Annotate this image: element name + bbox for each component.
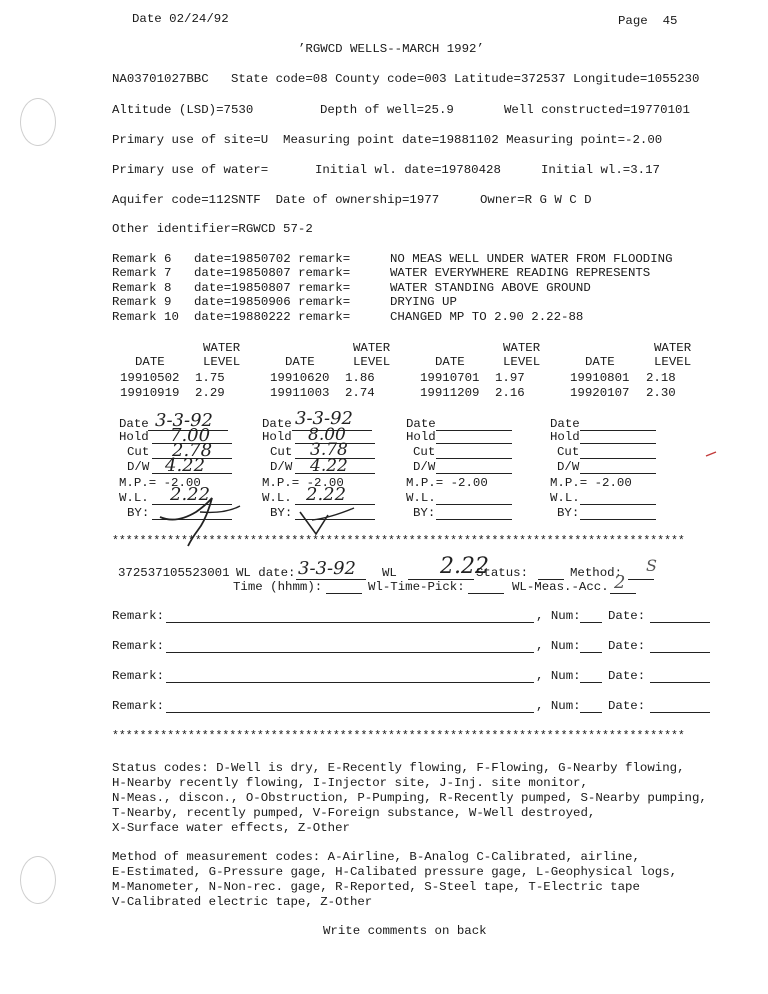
table-cell-date: 19910701 bbox=[420, 371, 480, 385]
field-label-cut: Cut bbox=[413, 445, 436, 459]
remark-label: Remark 7 bbox=[112, 266, 179, 280]
remark-input[interactable] bbox=[166, 682, 534, 683]
status-codes-line: Status codes: D-Well is dry, E-Recently flowing, F-Flowing, G-Nearby flowing, bbox=[112, 761, 685, 775]
primary-use-water: Primary use of water= bbox=[112, 163, 269, 177]
status-codes-line: H-Nearby recently flowing, I-Injector site, J-Inj. site monitor, bbox=[112, 776, 588, 790]
handwritten-wl: 2.22 bbox=[306, 484, 347, 505]
remark-date-label: Date: bbox=[608, 669, 646, 683]
col-header-level: LEVEL bbox=[503, 355, 541, 369]
handwritten-dw: 4.22 bbox=[310, 456, 348, 476]
field-label-dw: D/W bbox=[127, 460, 150, 474]
handwritten-date: 3-3-92 bbox=[295, 408, 353, 429]
table-cell-date: 19910502 bbox=[120, 371, 180, 385]
table-cell-date: 19911209 bbox=[420, 386, 480, 400]
field-label-hold: Hold bbox=[406, 430, 436, 444]
table-cell-date: 19910919 bbox=[120, 386, 180, 400]
remark-label: Remark 9 bbox=[112, 295, 179, 309]
wl-date-label: WL date: bbox=[236, 566, 296, 580]
col-header-water: WATER bbox=[654, 341, 692, 355]
table-cell-level: 2.16 bbox=[495, 386, 525, 400]
handwritten-wl-value: 2.22 bbox=[440, 554, 489, 579]
site-id-line: NA03701027BBC State code=08 County code=003 Latitude=372537 Longitude=1055230 bbox=[112, 72, 700, 86]
field-label-date: Date bbox=[550, 417, 580, 431]
status-codes-line: N-Meas., discon., O-Obstruction, P-Pumping, R-Recently pumped, S-Nearby pumping, bbox=[112, 791, 707, 805]
table-cell-level: 2.30 bbox=[646, 386, 676, 400]
field-label-by: BY: bbox=[557, 506, 580, 520]
remark-input[interactable] bbox=[166, 712, 534, 713]
primary-use-site-line: Primary use of site=U Measuring point date=19881102 Measuring point=-2.00 bbox=[112, 133, 663, 147]
wl-time-pick-label: Wl-Time-Pick: bbox=[368, 580, 465, 594]
field-label-cut: Cut bbox=[557, 445, 580, 459]
method-codes-line: M-Manometer, N-Non-rec. gage, R-Reported, S-Steel tape, T-Electric tape bbox=[112, 880, 640, 894]
method-label: Method: bbox=[570, 566, 623, 580]
col-header-water: WATER bbox=[503, 341, 541, 355]
remark-date-label: Date: bbox=[608, 699, 646, 713]
remark-form-label: Remark: bbox=[112, 669, 165, 683]
handwritten-date: 3-3-92 bbox=[155, 410, 213, 431]
remark-num-label: , Num: bbox=[536, 609, 581, 623]
remark-date: date=19850906 remark= bbox=[194, 295, 351, 309]
remark-text: NO MEAS WELL UNDER WATER FROM FLOODING bbox=[390, 252, 673, 266]
field-label-wl: W.L. bbox=[406, 491, 436, 505]
method-codes-line: V-Calibrated electric tape, Z-Other bbox=[112, 895, 373, 909]
initial-wl-date: Initial wl. date=19780428 bbox=[315, 163, 501, 177]
handwritten-cut: 3.78 bbox=[310, 440, 348, 460]
field-label-by: BY: bbox=[270, 506, 293, 520]
remark-input[interactable] bbox=[166, 622, 534, 623]
remark-date-input[interactable] bbox=[650, 652, 710, 653]
remark-num-input[interactable] bbox=[580, 652, 602, 653]
wl-label: WL bbox=[382, 566, 397, 580]
handwritten-method: S bbox=[646, 556, 657, 575]
remark-text: WATER EVERYWHERE READING REPRESENTS bbox=[390, 266, 651, 280]
table-cell-level: 1.75 bbox=[195, 371, 225, 385]
remark-text: CHANGED MP TO 2.90 2.22-88 bbox=[390, 310, 584, 324]
remark-date: date=19850702 remark= bbox=[194, 252, 351, 266]
table-cell-date: 19920107 bbox=[570, 386, 630, 400]
well-constructed: Well constructed=19770101 bbox=[504, 103, 690, 117]
field-label-mp: M.P.= -2.00 bbox=[262, 476, 344, 490]
time-field[interactable] bbox=[326, 593, 362, 594]
handwritten-acc: 2 bbox=[614, 572, 626, 593]
separator-stars: *********************************************************************************** bbox=[112, 535, 685, 548]
field-label-wl: W.L. bbox=[550, 491, 580, 505]
time-label: Time (hhmm): bbox=[233, 580, 323, 594]
separator-stars: *********************************************************************************** bbox=[112, 730, 685, 743]
remark-input[interactable] bbox=[166, 652, 534, 653]
field-label-mp: M.P.= -2.00 bbox=[550, 476, 632, 490]
col-header-level: LEVEL bbox=[203, 355, 241, 369]
footer-note: Write comments on back bbox=[323, 924, 487, 938]
col-header-water: WATER bbox=[203, 341, 241, 355]
well-depth: Depth of well=25.9 bbox=[320, 103, 454, 117]
status-label: Status: bbox=[476, 566, 529, 580]
wl-time-pick-field[interactable] bbox=[468, 593, 504, 594]
remark-num-label: , Num: bbox=[536, 699, 581, 713]
remark-date-input[interactable] bbox=[650, 682, 710, 683]
field-label-dw: D/W bbox=[413, 460, 436, 474]
remark-form-label: Remark: bbox=[112, 699, 165, 713]
remark-num-label: , Num: bbox=[536, 639, 581, 653]
field-label-hold: Hold bbox=[119, 430, 149, 444]
owner: Owner=R G W C D bbox=[480, 193, 592, 207]
handwritten-hold: 8.00 bbox=[308, 425, 346, 445]
field-label-date: Date bbox=[406, 417, 436, 431]
method-codes-line: E-Estimated, G-Pressure gage, H-Calibated pressure gage, L-Geophysical logs, bbox=[112, 865, 678, 879]
other-identifier: Other identifier=RGWCD 57-2 bbox=[112, 222, 313, 236]
table-cell-date: 19910620 bbox=[270, 371, 330, 385]
col-header-date: DATE bbox=[435, 355, 465, 369]
status-codes-line: X-Surface water effects, Z-Other bbox=[112, 821, 350, 835]
wl-meas-acc-label: WL-Meas.-Acc. bbox=[512, 580, 609, 594]
col-header-water: WATER bbox=[353, 341, 391, 355]
remark-text: DRYING UP bbox=[390, 295, 457, 309]
remark-date-label: Date: bbox=[608, 609, 646, 623]
remark-form-label: Remark: bbox=[112, 639, 165, 653]
table-cell-level: 1.86 bbox=[345, 371, 375, 385]
col-header-date: DATE bbox=[585, 355, 615, 369]
remark-date-input[interactable] bbox=[650, 712, 710, 713]
wl-meas-acc-field[interactable] bbox=[610, 593, 636, 594]
field-label-mp: M.P.= -2.00 bbox=[119, 476, 201, 490]
remark-text: WATER STANDING ABOVE GROUND bbox=[390, 281, 591, 295]
handwritten-cut: 2.78 bbox=[172, 440, 213, 461]
table-cell-level: 2.74 bbox=[345, 386, 375, 400]
report-title: ’RGWCD WELLS--MARCH 1992’ bbox=[298, 42, 484, 56]
remark-date: date=19880222 remark= bbox=[194, 310, 351, 324]
table-cell-level: 2.18 bbox=[646, 371, 676, 385]
field-label-date: Date bbox=[119, 417, 149, 431]
remark-num-input[interactable] bbox=[580, 622, 602, 623]
field-label-hold: Hold bbox=[550, 430, 580, 444]
handwritten-hold: 7.00 bbox=[170, 425, 211, 446]
page-number: Page 45 bbox=[618, 14, 678, 28]
field-label-cut: Cut bbox=[127, 445, 150, 459]
handwritten-wl-date: 3-3-92 bbox=[298, 558, 356, 579]
col-header-level: LEVEL bbox=[654, 355, 692, 369]
remark-date: date=19850807 remark= bbox=[194, 281, 351, 295]
remark-num-label: , Num: bbox=[536, 669, 581, 683]
table-cell-date: 19911003 bbox=[270, 386, 330, 400]
table-cell-level: 1.97 bbox=[495, 371, 525, 385]
report-date: Date 02/24/92 bbox=[132, 12, 229, 26]
remark-label: Remark 8 bbox=[112, 281, 179, 295]
handwritten-wl: 2.22 bbox=[170, 484, 211, 505]
handwritten-dw: 4.22 bbox=[165, 455, 206, 476]
field-label-cut: Cut bbox=[270, 445, 293, 459]
remark-num-input[interactable] bbox=[580, 682, 602, 683]
col-header-date: DATE bbox=[135, 355, 165, 369]
field-label-by: BY: bbox=[127, 506, 150, 520]
altitude: Altitude (LSD)=7530 bbox=[112, 103, 254, 117]
col-header-level: LEVEL bbox=[353, 355, 391, 369]
initial-wl: Initial wl.=3.17 bbox=[541, 163, 660, 177]
remark-label: Remark 6 bbox=[112, 252, 179, 266]
method-codes-line: Method of measurement codes: A-Airline, B-Analog C-Calibrated, airline, bbox=[112, 850, 640, 864]
field-label-by: BY: bbox=[413, 506, 436, 520]
table-cell-date: 19910801 bbox=[570, 371, 630, 385]
remark-label: Remark 10 bbox=[112, 310, 179, 324]
method-field[interactable] bbox=[628, 579, 654, 580]
remark-num-input[interactable] bbox=[580, 712, 602, 713]
status-codes-line: T-Nearby, recently pumped, V-Foreign substance, W-Well destroyed, bbox=[112, 806, 596, 820]
field-label-wl: W.L. bbox=[119, 491, 149, 505]
site-number: 372537105523001 bbox=[118, 566, 230, 580]
aquifer-ownership: Aquifer code=112SNTF Date of ownership=1977 bbox=[112, 193, 440, 207]
field-label-date: Date bbox=[262, 417, 292, 431]
col-header-date: DATE bbox=[285, 355, 315, 369]
field-label-hold: Hold bbox=[262, 430, 292, 444]
field-label-wl: W.L. bbox=[262, 491, 292, 505]
remark-date: date=19850807 remark= bbox=[194, 266, 351, 280]
remark-date-input[interactable] bbox=[650, 622, 710, 623]
field-label-dw: D/W bbox=[270, 460, 293, 474]
table-cell-level: 2.29 bbox=[195, 386, 225, 400]
remark-date-label: Date: bbox=[608, 639, 646, 653]
remark-form-label: Remark: bbox=[112, 609, 165, 623]
field-label-dw: D/W bbox=[557, 460, 580, 474]
field-label-mp: M.P.= -2.00 bbox=[406, 476, 488, 490]
